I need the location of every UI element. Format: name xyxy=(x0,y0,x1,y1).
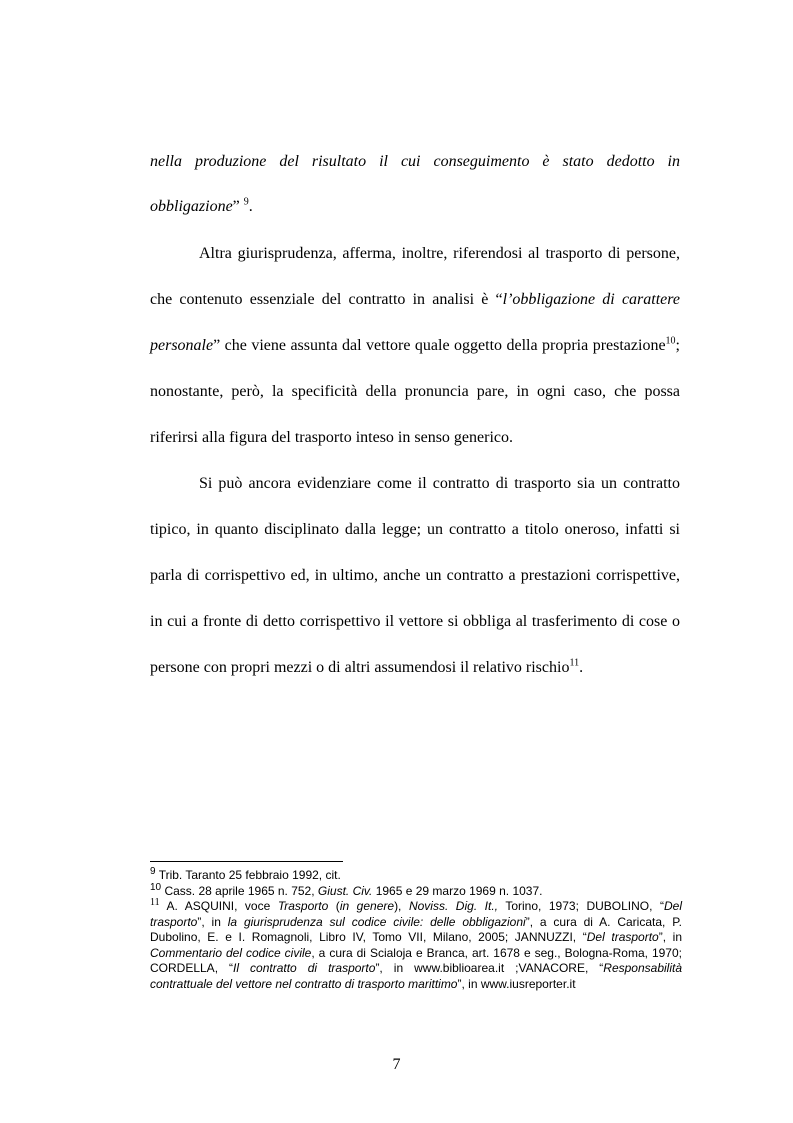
footnote-10 xyxy=(150,881,682,900)
footnote-line xyxy=(150,946,682,962)
text: ”, in xyxy=(658,930,682,944)
body-line xyxy=(150,334,680,358)
body-line xyxy=(150,380,680,404)
italic-text: Commentario del codice civile xyxy=(150,945,312,960)
body-line xyxy=(150,518,680,542)
text: parla di corrispettivo ed, in ultimo, anche un contratto a prestazioni corrispettive, xyxy=(150,567,680,584)
text: ), xyxy=(394,899,409,913)
text: A. ASQUINI, voce xyxy=(166,899,278,913)
text: . xyxy=(579,659,584,676)
text: ”, a cura di A. Caricata, P. xyxy=(525,914,682,929)
footnote-line xyxy=(150,881,682,900)
italic-text: Del xyxy=(663,899,682,913)
body-line xyxy=(150,288,680,312)
italic-text: la giurisprudenza sul codice civile: delle obbligazioni xyxy=(227,914,526,929)
body-line xyxy=(150,242,680,266)
footnote-line xyxy=(150,915,682,931)
text: Trib. Taranto 25 febbraio 1992, cit. xyxy=(158,868,341,882)
footnote-number: 11 xyxy=(150,897,160,908)
footnote-line xyxy=(150,868,682,884)
text: ”, in www.iusreporter.it xyxy=(457,976,576,991)
italic-text: Noviss. Dig. It., xyxy=(408,899,499,913)
footnote-number: 9 xyxy=(150,866,156,877)
body-line xyxy=(150,150,680,174)
page-number: 7 xyxy=(392,1056,401,1073)
italic-text: nella produzione del risultato il cui conseguimento è stato dedotto in xyxy=(150,153,680,170)
body-line xyxy=(150,195,680,219)
italic-text: in genere xyxy=(339,899,395,913)
footnote-9 xyxy=(150,868,682,884)
body-line xyxy=(150,472,680,496)
text: Dubolino, E. e I. Romagnoli, Libro IV, Tomo VII, Milano, 2005; JANNUZZI, “ xyxy=(150,930,587,944)
italic-text: Del trasporto xyxy=(586,930,659,944)
text: in cui a fronte di detto corrispettivo il vettore si obbliga al trasferimento di cose o xyxy=(150,613,680,630)
italic-text: Responsabilità xyxy=(603,961,683,975)
text: ”, in www.biblioarea.it ;VANACORE, “ xyxy=(375,961,604,975)
text: ( xyxy=(328,899,340,913)
text: 1965 e 29 marzo 1969 n. 1037. xyxy=(372,883,543,898)
footnote-ref: 11 xyxy=(569,657,580,669)
text: nonostante, però, la specificità della pronuncia pare, in ogni caso, che possa xyxy=(150,383,680,400)
italic-text: l’obbligazione di carattere xyxy=(502,291,680,308)
text: che contenuto essenziale del contratto in analisi è “ xyxy=(150,291,503,308)
body-line xyxy=(150,656,680,680)
text: Torino, 1973; DUBOLINO, “ xyxy=(498,899,664,913)
italic-text: contrattuale del vettore nel contratto di trasporto marittimo xyxy=(150,976,458,991)
italic-text: Trasporto xyxy=(277,899,329,913)
footnote-11 xyxy=(150,899,682,992)
text: riferirsi alla figura del trasporto inteso in senso generico. xyxy=(150,429,513,446)
text: CORDELLA, “ xyxy=(150,961,234,975)
footnote-line xyxy=(150,930,682,946)
text: ” xyxy=(232,198,240,215)
footnote-ref: 9 xyxy=(243,196,249,208)
footnote-line xyxy=(150,899,682,915)
text: ; xyxy=(675,337,680,354)
footnote-line xyxy=(150,961,682,977)
italic-text: Il contratto di trasporto xyxy=(233,961,376,975)
text: ”, in xyxy=(197,914,228,929)
text: Cass. 28 aprile 1965 n. 752, xyxy=(164,883,318,898)
body-line xyxy=(150,426,680,450)
body-line xyxy=(150,610,680,634)
footnote-ref: 10 xyxy=(665,335,676,347)
italic-text: Giust. Civ. xyxy=(317,883,373,898)
italic-text: personale xyxy=(150,337,214,354)
body-line xyxy=(150,564,680,588)
italic-text: trasporto xyxy=(150,914,198,929)
footnote-separator xyxy=(150,861,343,862)
text: tipico, in quanto disciplinato dalla legge; un contratto a titolo oneroso, infatti si xyxy=(150,521,680,538)
text: ” che viene assunta dal vettore quale oggetto della propria prestazione xyxy=(213,337,666,354)
text: persone con propri mezzi o di altri assumendosi il relativo rischio xyxy=(150,659,570,676)
text: Altra giurisprudenza, afferma, inoltre, riferendosi al trasporto di persone, xyxy=(199,245,680,262)
text: , a cura di Scialoja e Branca, art. 1678 e seg., Bologna-Roma, 1970; xyxy=(311,945,682,960)
italic-text: obbligazione xyxy=(150,198,233,215)
text: Si può ancora evidenziare come il contratto di trasporto sia un contratto xyxy=(199,475,680,492)
footnotes xyxy=(150,868,682,992)
body-text xyxy=(150,0,680,700)
footnote-number: 10 xyxy=(150,881,162,893)
text: . xyxy=(248,198,253,215)
footnote-line xyxy=(150,977,682,993)
